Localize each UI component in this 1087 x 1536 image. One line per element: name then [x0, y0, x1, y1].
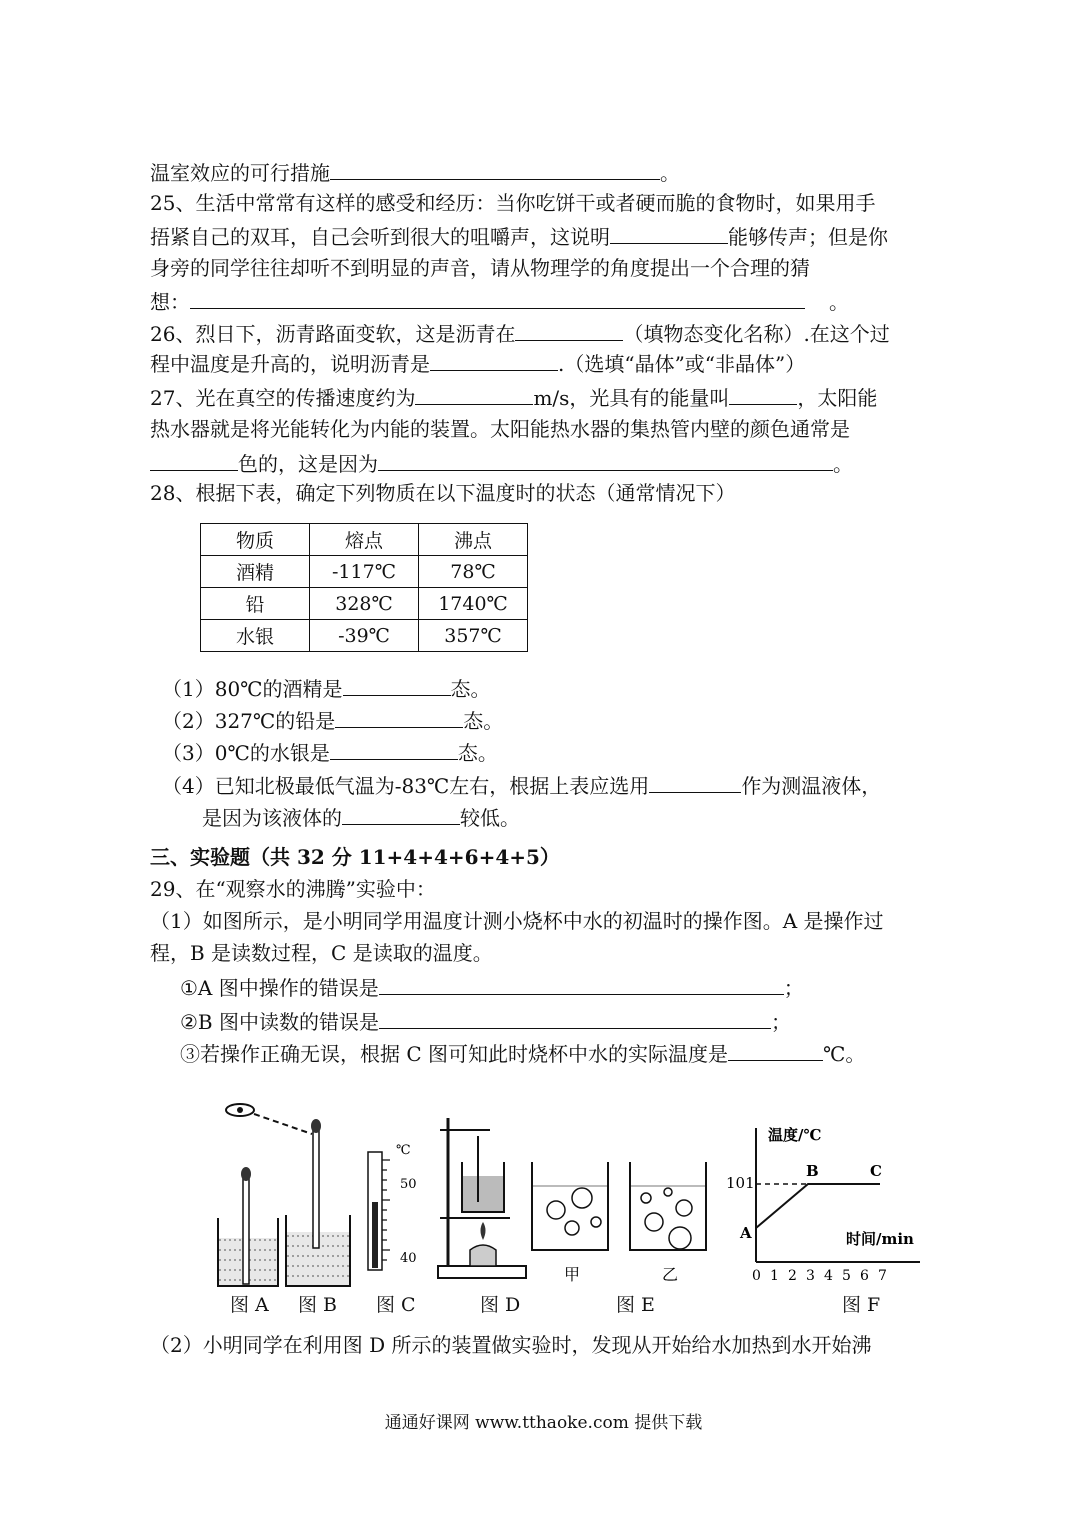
table-cell: 水银	[201, 620, 310, 652]
graph-101-label: 101	[726, 1174, 755, 1192]
graph-y-label: 温度/℃	[768, 1126, 822, 1144]
q28-sub2: （2）327℃的铅是 态。	[162, 705, 503, 736]
figure-e-beakers	[532, 1162, 706, 1284]
answer-blank[interactable]	[379, 1006, 771, 1029]
answer-blank[interactable]	[610, 221, 728, 244]
q28-sub4-cont: 是因为该液体的 较低。	[202, 802, 520, 833]
q25-line4: 想： 。	[150, 286, 849, 317]
answer-blank[interactable]	[150, 448, 238, 471]
q28-intro: 28、根据下表，确定下列物质在以下温度时的状态（通常情况下）	[150, 481, 736, 505]
graph-x-label: 时间/min	[846, 1230, 914, 1248]
q25-line1: 25、生活中常常有这样的感受和经历：当你吃饼干或者硬而脆的食物时，如果用手	[150, 191, 876, 215]
q25-line3: 身旁的同学往往却听不到明显的声音，请从物理学的角度提出一个合理的猜	[150, 256, 810, 280]
figure-d-apparatus	[438, 1118, 526, 1278]
answer-blank[interactable]	[649, 770, 741, 793]
footer-source: 通通好课网 www.tthaoke.com 提供下载	[384, 1413, 703, 1433]
header-cell: 沸点	[419, 524, 528, 556]
q29-item3: ③若操作正确无误，根据 C 图可知此时烧杯中水的实际温度是 ℃。	[180, 1038, 865, 1069]
caption-f: 图 F	[842, 1294, 881, 1316]
q27-line1: 27、光在真空的传播速度约为 m/s，光具有的能量叫 ，太阳能	[150, 382, 877, 413]
header-cell: 熔点	[310, 524, 419, 556]
tick-label: 4	[824, 1268, 833, 1284]
answer-blank[interactable]	[335, 705, 463, 728]
caption-d: 图 D	[480, 1294, 521, 1316]
tick-label: 3	[806, 1268, 815, 1284]
answer-blank[interactable]	[379, 972, 784, 995]
q26-line2: 程中温度是升高的，说明沥青是 .（选填“晶体”或“非晶体”）	[150, 348, 805, 379]
answer-blank[interactable]	[190, 286, 805, 309]
graph-point-a: A	[740, 1224, 752, 1242]
figure-f-graph	[726, 1126, 920, 1284]
answer-blank[interactable]	[378, 448, 833, 471]
experiment-figures	[0, 1090, 1087, 1290]
caption-a: 图 A	[230, 1294, 269, 1316]
thermo-unit: ℃	[396, 1143, 411, 1158]
caption-e: 图 E	[616, 1294, 655, 1316]
table-cell: 铅	[201, 588, 310, 620]
thermo-40: 40	[400, 1251, 417, 1266]
answer-blank[interactable]	[330, 737, 458, 760]
answer-blank[interactable]	[430, 348, 558, 371]
thermo-50: 50	[400, 1177, 417, 1192]
answer-blank[interactable]	[515, 318, 623, 341]
q28-sub3: （3）0℃的水银是 态。	[162, 737, 498, 768]
answer-blank[interactable]	[330, 157, 660, 180]
tick-label: 6	[860, 1268, 869, 1284]
table-cell: -39℃	[310, 620, 419, 652]
tick-label: 1	[770, 1268, 779, 1284]
q29-p1b: 程，B 是读数过程，C 是读取的温度。	[150, 941, 493, 965]
q29-p2: （2）小明同学在利用图 D 所示的装置做实验时，发现从开始给水加热到水开始沸	[150, 1333, 872, 1357]
q25-line2: 捂紧自己的双耳，自己会听到很大的咀嚼声，这说明 能够传声；但是你	[150, 221, 888, 252]
tick-label: 0	[752, 1268, 761, 1284]
q26-line1: 26、烈日下，沥青路面变软，这是沥青在 （填物态变化名称）.在这个过	[150, 318, 890, 349]
caption-b: 图 B	[298, 1294, 338, 1316]
table-cell: 1740℃	[419, 588, 528, 620]
figure-c-thermometer	[368, 1143, 417, 1270]
section-title: 三、实验题（共 32 分 11+4+4+6+4+5）	[150, 845, 560, 869]
q29-item2: ②B 图中读数的错误是 ；	[180, 1006, 791, 1037]
caption-c: 图 C	[376, 1294, 416, 1316]
table-row	[201, 588, 528, 620]
q28-sub4: （4）已知北极最低气温为-83℃左右，根据上表应选用 作为测温液体，	[162, 770, 881, 801]
answer-blank[interactable]	[415, 382, 533, 405]
q24-tail: 温室效应的可行措施 。	[150, 157, 680, 188]
answer-blank[interactable]	[729, 382, 797, 405]
answer-blank[interactable]	[728, 1038, 823, 1061]
q27-line3: 色的，这是因为 。	[150, 448, 853, 479]
graph-point-b: B	[806, 1162, 819, 1180]
answer-blank[interactable]	[342, 802, 460, 825]
header-cell: 物质	[201, 524, 310, 556]
answer-blank[interactable]	[343, 673, 451, 696]
table-row	[201, 620, 528, 652]
beaker-jia-label: 甲	[564, 1265, 581, 1284]
q29-item1: ①A 图中操作的错误是 ；	[180, 972, 804, 1003]
table-header-row	[201, 524, 528, 556]
table-cell: 328℃	[310, 588, 419, 620]
tick-label: 7	[878, 1268, 887, 1284]
figure-a-beaker	[218, 1167, 278, 1286]
tick-label: 2	[788, 1268, 797, 1284]
table-cell: -117℃	[310, 556, 419, 588]
table-cell: 酒精	[201, 556, 310, 588]
beaker-yi-label: 乙	[662, 1265, 679, 1284]
melting-boiling-table	[200, 523, 528, 652]
tick-label: 5	[842, 1268, 851, 1284]
table-cell: 357℃	[419, 620, 528, 652]
q29-intro: 29、在“观察水的沸腾”实验中：	[150, 877, 436, 901]
q28-sub1: （1）80℃的酒精是 态。	[162, 673, 491, 704]
table-cell: 78℃	[419, 556, 528, 588]
graph-point-c: C	[870, 1162, 882, 1180]
q29-p1a: （1）如图所示，是小明同学用温度计测小烧杯中水的初温时的操作图。A 是操作过	[150, 909, 884, 933]
q27-line2: 热水器就是将光能转化为内能的装置。太阳能热水器的集热管内壁的颜色通常是	[150, 417, 850, 441]
table-row	[201, 556, 528, 588]
